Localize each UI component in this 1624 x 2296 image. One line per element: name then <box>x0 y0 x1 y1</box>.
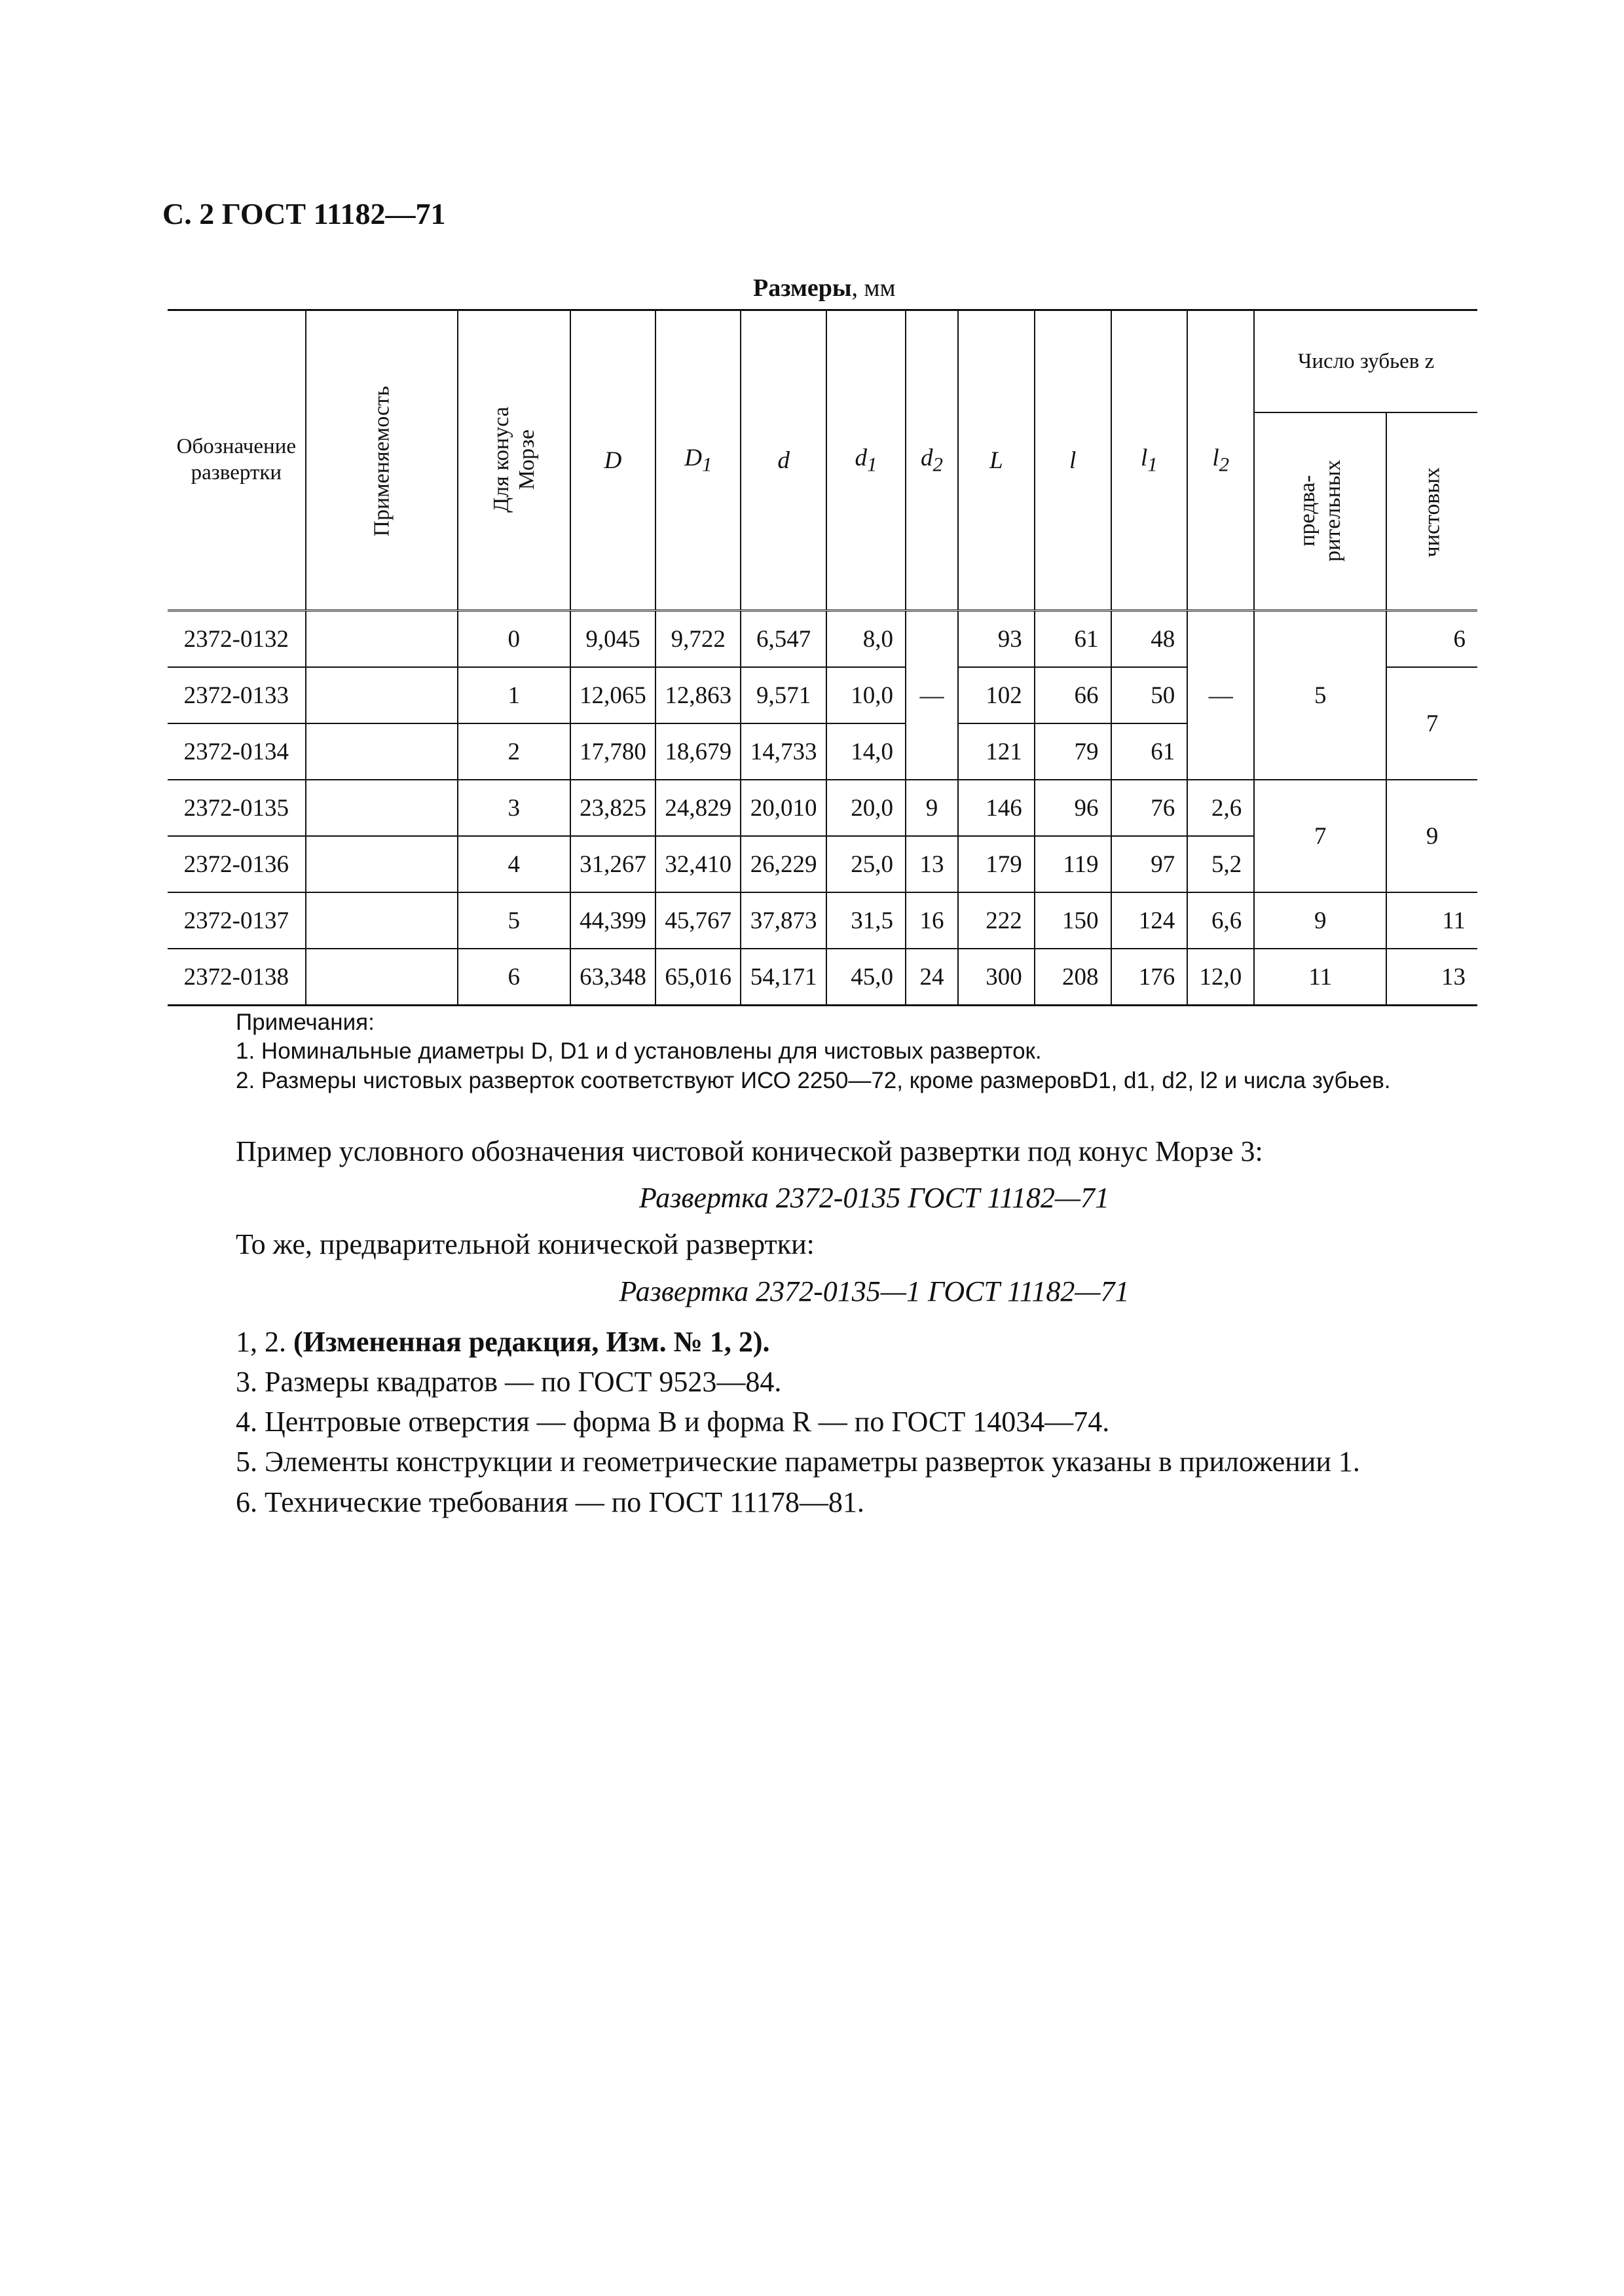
cell-l: 150 <box>1035 892 1111 949</box>
cell-d1: 8,0 <box>826 611 906 668</box>
units-unit: , мм <box>851 274 896 302</box>
cell-teeth-fin: 13 <box>1386 949 1477 1006</box>
table-row <box>168 949 1477 1006</box>
cell-teeth-pre: 11 <box>1254 949 1386 1006</box>
cell-applicability <box>306 836 458 892</box>
cell-l: 79 <box>1035 723 1111 780</box>
cell-applicability <box>306 780 458 836</box>
cell-l: 66 <box>1035 667 1111 723</box>
cell-D1: 12,863 <box>655 667 741 723</box>
header-d: d <box>741 310 826 611</box>
cell-applicability <box>306 667 458 723</box>
units-label: Размеры <box>753 274 852 302</box>
cell-D1: 24,829 <box>655 780 741 836</box>
cell-l2: 12,0 <box>1187 949 1254 1006</box>
note-2: 2. Размеры чистовых разверток соответствуют ИСО 2250—72, кроме размеровD1, d1, d2, l2 и числа зубьев. <box>236 1067 1391 1093</box>
cell-d: 26,229 <box>741 836 826 892</box>
cell-d2: 9 <box>906 780 958 836</box>
item-6: 6. Технические требования — по ГОСТ 11178—81. <box>236 1485 864 1518</box>
notes-title: Примечания: <box>236 1010 375 1035</box>
example-designation-2: Развертка 2372-0135—1 ГОСТ 11182—71 <box>619 1275 1130 1307</box>
cell-teeth-pre: 5 <box>1254 611 1386 780</box>
header-L: L <box>958 310 1035 611</box>
cell-morse: 5 <box>458 892 570 949</box>
cell-teeth-fin: 9 <box>1386 780 1477 892</box>
header-applicability: Применяемость <box>306 310 458 611</box>
cell-d1: 45,0 <box>826 949 906 1006</box>
notes-block <box>236 1008 1513 1095</box>
cell-morse: 4 <box>458 836 570 892</box>
cell-applicability <box>306 611 458 668</box>
cell-morse: 3 <box>458 780 570 836</box>
cell-d: 20,010 <box>741 780 826 836</box>
item-5: 5. Элементы конструкции и геометрические параметры разверток указаны в приложении 1. <box>236 1446 1360 1478</box>
cell-teeth-fin: 11 <box>1386 892 1477 949</box>
cell-D: 9,045 <box>570 611 655 668</box>
cell-D1: 65,016 <box>655 949 741 1006</box>
units-caption <box>753 274 896 302</box>
header-teeth-pre: предва-рительных <box>1254 412 1386 611</box>
cell-D: 31,267 <box>570 836 655 892</box>
cell-applicability <box>306 723 458 780</box>
cell-D: 23,825 <box>570 780 655 836</box>
cell-d1: 14,0 <box>826 723 906 780</box>
header-d2: $d_2$ <box>906 310 958 611</box>
dimensions-table <box>168 309 1477 1006</box>
cell-L: 300 <box>958 949 1035 1006</box>
item-4: 4. Центровые отверстия — форма B и форма R — по ГОСТ 14034—74. <box>236 1406 1110 1438</box>
cell-l: 96 <box>1035 780 1111 836</box>
cell-l2: — <box>1187 611 1254 780</box>
cell-d1: 25,0 <box>826 836 906 892</box>
cell-d1: 20,0 <box>826 780 906 836</box>
cell-morse: 1 <box>458 667 570 723</box>
cell-d2: 24 <box>906 949 958 1006</box>
cell-D1: 32,410 <box>655 836 741 892</box>
cell-l1: 48 <box>1111 611 1188 668</box>
cell-l: 119 <box>1035 836 1111 892</box>
example-intro: Пример условного обозначения чистовой конической развертки под конус Морзе 3: <box>236 1135 1263 1167</box>
cell-L: 222 <box>958 892 1035 949</box>
cell-morse: 6 <box>458 949 570 1006</box>
cell-l1: 61 <box>1111 723 1188 780</box>
cell-applicability <box>306 892 458 949</box>
example-block <box>236 1133 1513 1523</box>
cell-d: 54,171 <box>741 949 826 1006</box>
cell-designation: 2372-0133 <box>168 667 306 723</box>
cell-l1: 176 <box>1111 949 1188 1006</box>
cell-l2: 6,6 <box>1187 892 1254 949</box>
cell-d2: 16 <box>906 892 958 949</box>
cell-d2: — <box>906 611 958 780</box>
cell-designation: 2372-0135 <box>168 780 306 836</box>
cell-l1: 76 <box>1111 780 1188 836</box>
cell-l2: 5,2 <box>1187 836 1254 892</box>
header-morse: Для конуса Морзе <box>458 310 570 611</box>
table-row <box>168 611 1477 668</box>
cell-D: 12,065 <box>570 667 655 723</box>
header-d1: $d_1$ <box>826 310 906 611</box>
cell-morse: 0 <box>458 611 570 668</box>
cell-D: 44,399 <box>570 892 655 949</box>
cell-l1: 124 <box>1111 892 1188 949</box>
cell-D1: 45,767 <box>655 892 741 949</box>
header-teeth-group: Число зубьев z <box>1254 310 1477 413</box>
example-designation-1: Развертка 2372-0135 ГОСТ 11182—71 <box>639 1182 1109 1214</box>
note-1: 1. Номинальные диаметры D, D1 и d установлены для чистовых разверток. <box>236 1038 1042 1065</box>
cell-designation: 2372-0138 <box>168 949 306 1006</box>
page-header: С. 2 ГОСТ 11182—71 <box>162 197 446 230</box>
cell-l2: 2,6 <box>1187 780 1254 836</box>
table-row <box>168 780 1477 836</box>
cell-applicability <box>306 949 458 1006</box>
cell-D1: 18,679 <box>655 723 741 780</box>
cell-designation: 2372-0136 <box>168 836 306 892</box>
item-3: 3. Размеры квадратов — по ГОСТ 9523—84. <box>236 1365 782 1398</box>
cell-D1: 9,722 <box>655 611 741 668</box>
cell-L: 93 <box>958 611 1035 668</box>
cell-d1: 10,0 <box>826 667 906 723</box>
cell-teeth-fin: 6 <box>1386 611 1477 668</box>
cell-D: 17,780 <box>570 723 655 780</box>
cell-designation: 2372-0134 <box>168 723 306 780</box>
cell-L: 102 <box>958 667 1035 723</box>
cell-d2: 13 <box>906 836 958 892</box>
cell-designation: 2372-0137 <box>168 892 306 949</box>
header-l2: $l_2$ <box>1187 310 1254 611</box>
header-l1: $l_1$ <box>1111 310 1188 611</box>
cell-D: 63,348 <box>570 949 655 1006</box>
cell-teeth-pre: 9 <box>1254 892 1386 949</box>
cell-designation: 2372-0132 <box>168 611 306 668</box>
cell-d: 6,547 <box>741 611 826 668</box>
cell-d: 37,873 <box>741 892 826 949</box>
cell-L: 179 <box>958 836 1035 892</box>
cell-morse: 2 <box>458 723 570 780</box>
header-D1: $D_1$ <box>655 310 741 611</box>
cell-teeth-pre: 7 <box>1254 780 1386 892</box>
items-list <box>236 1323 1513 1521</box>
cell-d: 14,733 <box>741 723 826 780</box>
header-designation: Обозначение развертки <box>168 310 306 611</box>
example-intro-2: То же, предварительной конической развертки: <box>236 1228 815 1261</box>
cell-l: 208 <box>1035 949 1111 1006</box>
cell-teeth-fin: 7 <box>1386 667 1477 780</box>
header-teeth-fin: чистовых <box>1386 412 1477 611</box>
header-D: D <box>570 310 655 611</box>
cell-d: 9,571 <box>741 667 826 723</box>
cell-l1: 97 <box>1111 836 1188 892</box>
header-l: l <box>1035 310 1111 611</box>
cell-L: 146 <box>958 780 1035 836</box>
table-row <box>168 892 1477 949</box>
cell-d1: 31,5 <box>826 892 906 949</box>
cell-L: 121 <box>958 723 1035 780</box>
item-1-2: 1, 2. (Измененная редакция, Изм. № 1, 2). <box>236 1325 770 1358</box>
cell-l1: 50 <box>1111 667 1188 723</box>
cell-l: 61 <box>1035 611 1111 668</box>
